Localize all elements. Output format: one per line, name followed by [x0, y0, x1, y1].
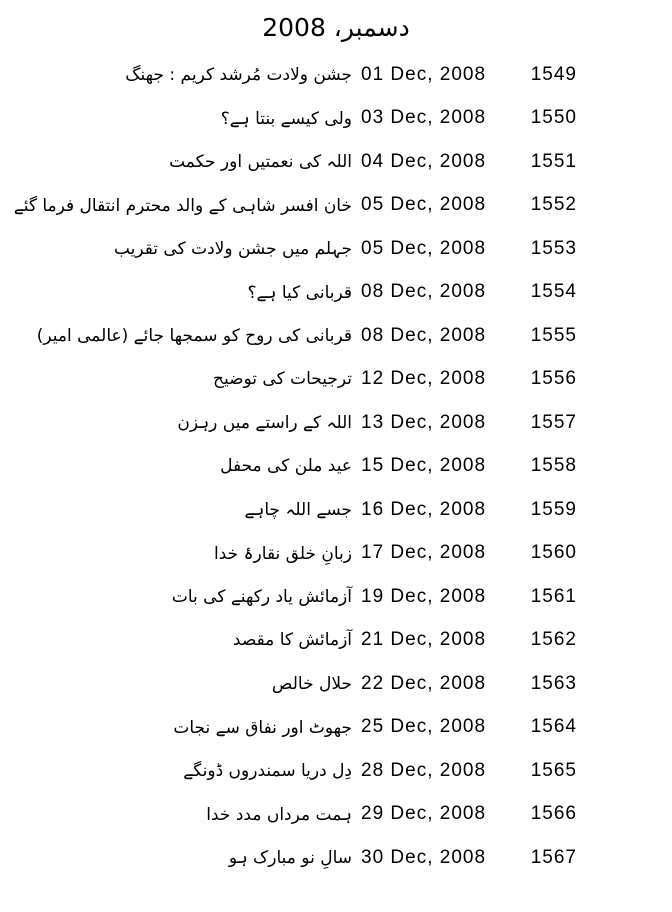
entry-title-urdu: قربانی کیا ہے؟ — [247, 282, 352, 303]
entry-title-urdu: سالِ نو مبارک ہو — [228, 848, 352, 869]
entry-row — [0, 662, 672, 706]
entry-date: 05 Dec, 2008 — [361, 194, 487, 216]
entry-row — [0, 749, 672, 793]
entry-title-urdu: دِل دریا سمندروں ڈونگے — [183, 761, 352, 782]
entry-row — [0, 445, 672, 489]
entry-number: 1553 — [530, 237, 577, 259]
entry-date: 13 Dec, 2008 — [361, 411, 487, 433]
entry-row — [0, 575, 672, 619]
entry-row — [0, 793, 672, 837]
entry-row — [0, 836, 672, 880]
entry-title-urdu: جہلم میں جشن ولادت کی تقریب — [113, 239, 352, 260]
entry-number: 1559 — [530, 498, 577, 520]
entry-number: 1555 — [530, 324, 577, 346]
entry-date: 16 Dec, 2008 — [361, 498, 487, 520]
entry-date: 01 Dec, 2008 — [361, 63, 487, 85]
entry-row — [0, 97, 672, 141]
entry-title-urdu: اللہ کی نعمتیں اور حکمت — [169, 152, 352, 173]
entry-date: 05 Dec, 2008 — [361, 237, 487, 259]
entry-date: 22 Dec, 2008 — [361, 672, 487, 694]
entry-date: 17 Dec, 2008 — [361, 542, 487, 564]
entry-date: 30 Dec, 2008 — [361, 846, 487, 868]
entry-number: 1567 — [530, 846, 577, 868]
entry-row — [0, 619, 672, 663]
entry-date: 08 Dec, 2008 — [361, 281, 487, 303]
entry-number: 1558 — [530, 455, 577, 477]
entry-number: 1564 — [530, 716, 577, 738]
entry-number: 1554 — [530, 281, 577, 303]
entry-row — [0, 488, 672, 532]
entry-number: 1565 — [530, 759, 577, 781]
entry-date: 19 Dec, 2008 — [361, 585, 487, 607]
entry-title-urdu: ولی کیسے بنتا ہے؟ — [220, 108, 352, 129]
entry-row — [0, 401, 672, 445]
entry-date: 29 Dec, 2008 — [361, 803, 487, 825]
entry-number: 1566 — [530, 803, 577, 825]
entry-date: 03 Dec, 2008 — [361, 107, 487, 129]
page-title: دسمبر، 2008 — [262, 13, 410, 42]
entry-row — [0, 184, 672, 228]
entry-title-urdu: زبانِ خلق نقارۂ خدا — [214, 543, 352, 564]
entry-number: 1556 — [530, 368, 577, 390]
entry-row — [0, 227, 672, 271]
entry-row — [0, 706, 672, 750]
entry-title-urdu: عید ملن کی محفل — [220, 456, 352, 477]
entry-title-urdu: حلال خالص — [271, 673, 352, 694]
entry-title-urdu: ہمت مرداں مدد خدا — [206, 804, 352, 825]
entry-number: 1550 — [530, 107, 577, 129]
entry-date: 15 Dec, 2008 — [361, 455, 487, 477]
entry-date: 28 Dec, 2008 — [361, 759, 487, 781]
entry-number: 1560 — [530, 542, 577, 564]
entry-title-urdu: جشن ولادت مُرشد کریم : جھنگ — [125, 64, 352, 85]
entry-number: 1557 — [530, 411, 577, 433]
entry-title-urdu: خان افسر شاہی کے والد محترم انتقال فرما گئے — [13, 195, 352, 216]
entry-title-urdu: ترجیحات کی توضیح — [212, 369, 352, 390]
entry-title-urdu: قربانی کی روح کو سمجھا جائے (عالمی امیر) — [36, 326, 352, 347]
entry-row — [0, 314, 672, 358]
entry-number: 1561 — [530, 585, 577, 607]
entry-date: 12 Dec, 2008 — [361, 368, 487, 390]
entry-title-urdu: جسے اللہ چاہے — [244, 500, 352, 521]
entry-row — [0, 532, 672, 576]
entry-date: 21 Dec, 2008 — [361, 629, 487, 651]
entry-number: 1563 — [530, 672, 577, 694]
entry-number: 1562 — [530, 629, 577, 651]
entry-row — [0, 271, 672, 315]
entry-title-urdu: جھوٹ اور نفاق سے نجات — [173, 717, 352, 738]
entry-title-urdu: آزمائش یاد رکھنے کی بات — [171, 587, 352, 608]
entry-date: 04 Dec, 2008 — [361, 150, 487, 172]
entry-date: 25 Dec, 2008 — [361, 716, 487, 738]
entry-number: 1551 — [530, 150, 577, 172]
entry-title-urdu: اللہ کے راستے میں رہزن — [177, 413, 352, 434]
entry-row — [0, 140, 672, 184]
entries-list — [0, 53, 672, 880]
entry-number: 1552 — [530, 194, 577, 216]
entry-row — [0, 53, 672, 97]
entry-row — [0, 358, 672, 402]
entry-number: 1549 — [530, 63, 577, 85]
entry-title-urdu: آزمائش کا مقصد — [232, 630, 352, 651]
entry-date: 08 Dec, 2008 — [361, 324, 487, 346]
